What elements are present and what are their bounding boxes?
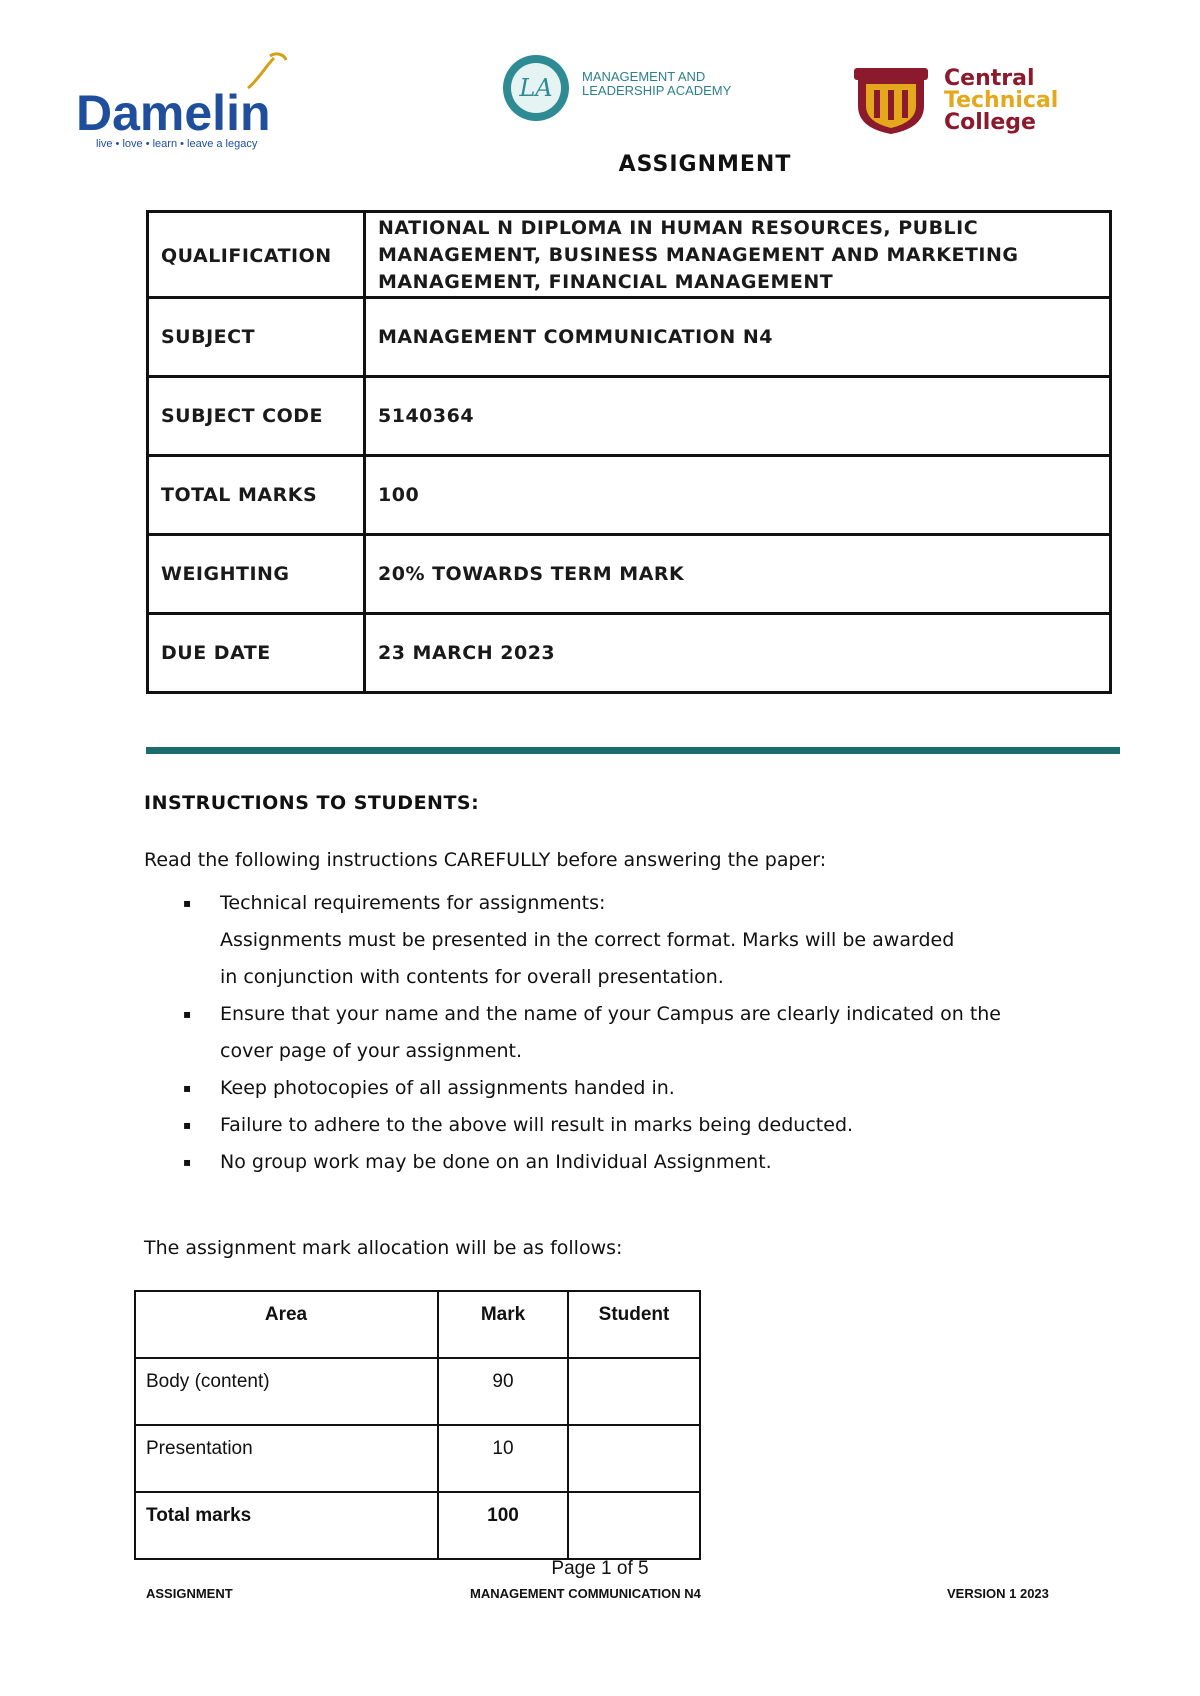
instructions-heading: INSTRUCTIONS TO STUDENTS:: [144, 792, 480, 814]
damelin-tagline: live • love • learn • leave a legacy: [96, 138, 258, 150]
document-title: ASSIGNMENT: [618, 152, 792, 177]
column-header: Mark: [438, 1291, 568, 1358]
table-row: [148, 298, 1111, 377]
info-label: SUBJECT: [148, 298, 365, 377]
column-header: Student: [568, 1291, 700, 1358]
area-cell: Body (content): [135, 1358, 438, 1425]
table-row: [148, 614, 1111, 693]
student-cell: [568, 1358, 700, 1425]
table-row: [135, 1425, 700, 1492]
table-row: [148, 456, 1111, 535]
mla-wordmark: MANAGEMENT AND LEADERSHIP ACADEMY: [582, 69, 732, 98]
ctc-logo: [848, 66, 1108, 146]
table-row: [148, 212, 1111, 298]
list-item: ▪ Failure to adhere to the above will result in marks being deducted.: [180, 1107, 1080, 1144]
footer-center: MANAGEMENT COMMUNICATION N4: [470, 1586, 701, 1601]
section-divider: [146, 747, 1120, 754]
list-item: ▪ Technical requirements for assignments: Assignments must be presented in the correct format. Marks will be awarded in conjunction with contents for overall presentation.: [180, 885, 1080, 996]
svg-text:LA: LA: [519, 74, 553, 102]
damelin-logo: [76, 52, 326, 148]
info-value: NATIONAL N DIPLOMA IN HUMAN RESOURCES, PUBLIC MANAGEMENT, BUSINESS MANAGEMENT AND MARKETING MANAGEMENT, FINANCIAL MANAGEMENT: [365, 212, 1111, 298]
instructions-list: [180, 885, 1080, 1181]
allocation-intro: The assignment mark allocation will be as follows:: [144, 1237, 623, 1259]
area-cell: Total marks: [135, 1492, 438, 1559]
instructions-intro: Read the following instructions CAREFULLY before answering the paper:: [144, 849, 827, 871]
column-header: Area: [135, 1291, 438, 1358]
mark-cell: 10: [438, 1425, 568, 1492]
mark-cell: 90: [438, 1358, 568, 1425]
info-label: SUBJECT CODE: [148, 377, 365, 456]
list-item: ▪ No group work may be done on an Individual Assignment.: [180, 1144, 1080, 1181]
area-cell: Presentation: [135, 1425, 438, 1492]
ctc-wordmark: Central Technical College: [944, 66, 1059, 135]
footer-right: VERSION 1 2023: [947, 1586, 1049, 1601]
table-row: [135, 1492, 700, 1559]
footer-left: ASSIGNMENT: [146, 1586, 233, 1601]
assignment-info-table: [146, 210, 1112, 694]
info-label: WEIGHTING: [148, 535, 365, 614]
info-value: 20% TOWARDS TERM MARK: [365, 535, 1111, 614]
student-cell: [568, 1492, 700, 1559]
table-header-row: [135, 1291, 700, 1358]
info-label: TOTAL MARKS: [148, 456, 365, 535]
info-label: QUALIFICATION: [148, 212, 365, 298]
mark-cell: 100: [438, 1492, 568, 1559]
table-row: [148, 377, 1111, 456]
list-item: ▪ Ensure that your name and the name of your Campus are clearly indicated on the cover page of your assignment.: [180, 996, 1080, 1070]
page-number: Page 1 of 5: [551, 1558, 649, 1579]
table-row: [148, 535, 1111, 614]
info-label: DUE DATE: [148, 614, 365, 693]
mla-logo: [500, 52, 730, 124]
info-value: 5140364: [365, 377, 1111, 456]
student-cell: [568, 1425, 700, 1492]
info-value: 100: [365, 456, 1111, 535]
info-value: MANAGEMENT COMMUNICATION N4: [365, 298, 1111, 377]
college-crest-icon: [848, 66, 934, 136]
mark-allocation-table: [134, 1290, 701, 1560]
list-item: ▪ Keep photocopies of all assignments handed in.: [180, 1070, 1080, 1107]
info-value: 23 MARCH 2023: [365, 614, 1111, 693]
table-row: [135, 1358, 700, 1425]
academy-seal-icon: [500, 52, 572, 124]
damelin-wordmark: Damelin: [76, 85, 271, 141]
